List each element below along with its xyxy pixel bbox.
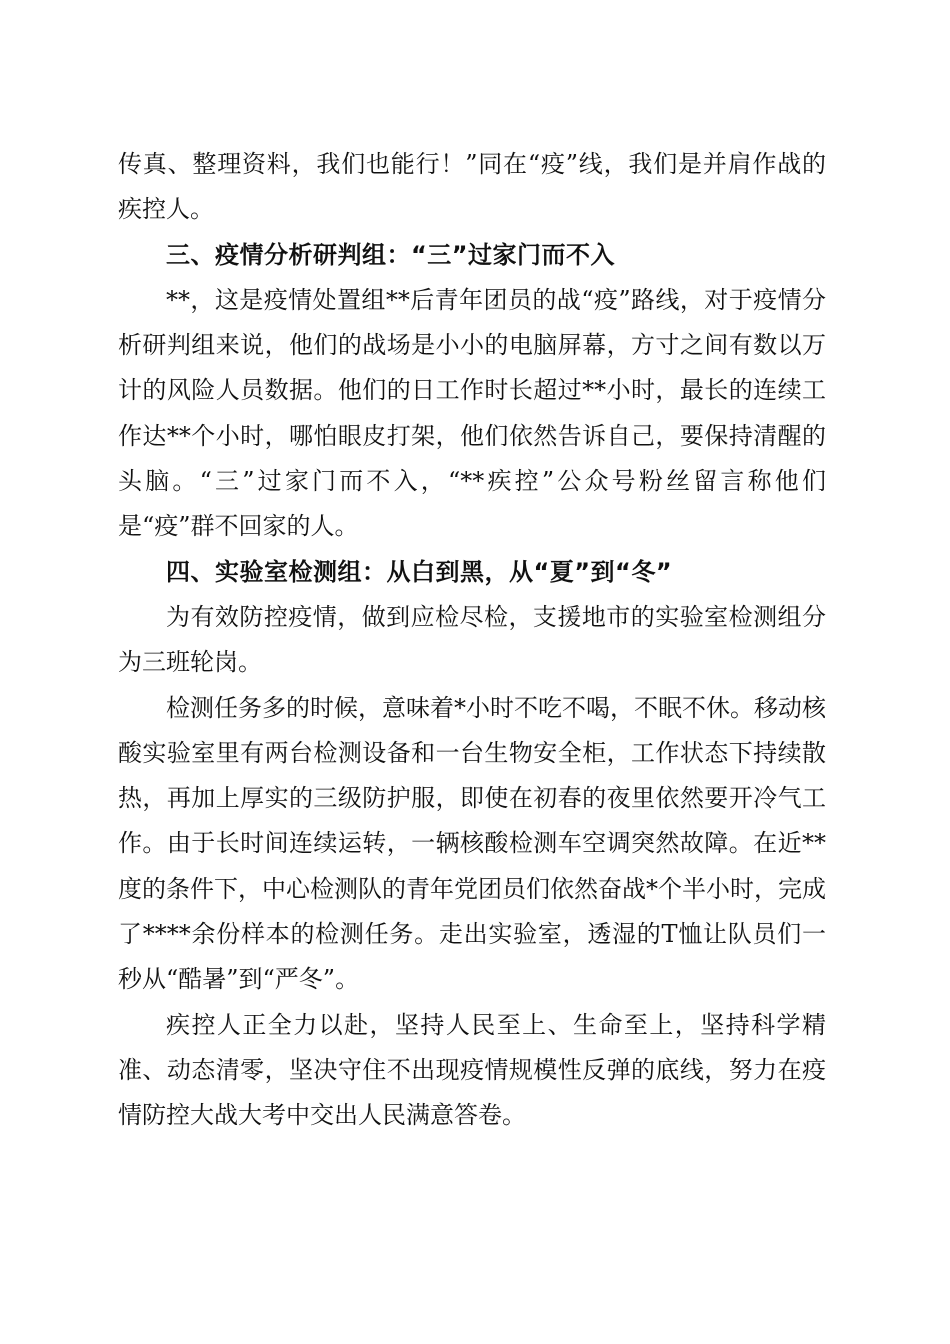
document-body	[118, 142, 826, 1139]
paragraph-continuation: 传真、整理资料，我们也能行！”同在“疫”线，我们是并肩作战的疾控人。	[118, 150, 826, 224]
paragraph-lab-detail: 检测任务多的时候，意味着*小时不吃不喝，不眠不休。移动核酸实验室里有两台检测设备和一台生物安全柜，工作状态下持续散热，再加上厚实的三级防护服，即使在初春的夜里依然要开冷气工作。由于长时间连续运转，一辆核酸检测车空调突然故障。在近**度的条件下，中心检测队的青年党团员们依然奋战*个半小时，完成了****余份样本的检测任务。走出实验室，透湿的T恤让队员们一秒从“酷暑”到“严冬”。	[118, 693, 826, 994]
paragraph-lab-intro: 为有效防控疫情，做到应检尽检，支援地市的实验室检测组分为三班轮岗。	[118, 602, 826, 677]
section-heading-analysis: 三、疫情分析研判组：“三”过家门而不入	[166, 240, 616, 269]
paragraph-analysis: **，这是疫情处置组**后青年团员的战“疫”路线，对于疫情分析研判组来说，他们的战场是小小的电脑屏幕，方寸之间有数以万计的风险人员数据。他们的日工作时长超过**小时，最长的连续工作达**个小时，哪怕眼皮打架，他们依然告诉自己，要保持清醒的头脑。“三”过家门而不入，“**疾控”公众号粉丝留言称他们是“疫”群不回家的人。	[118, 285, 826, 541]
paragraph-conclusion: 疾控人正全力以赴，坚持人民至上、生命至上，坚持科学精准、动态清零，坚决守住不出现疫情规模性反弹的底线，努力在疫情防控大战大考中交出人民满意答卷。	[118, 1010, 826, 1130]
section-heading-lab: 四、实验室检测组：从白到黑，从“夏”到“冬”	[166, 557, 673, 586]
